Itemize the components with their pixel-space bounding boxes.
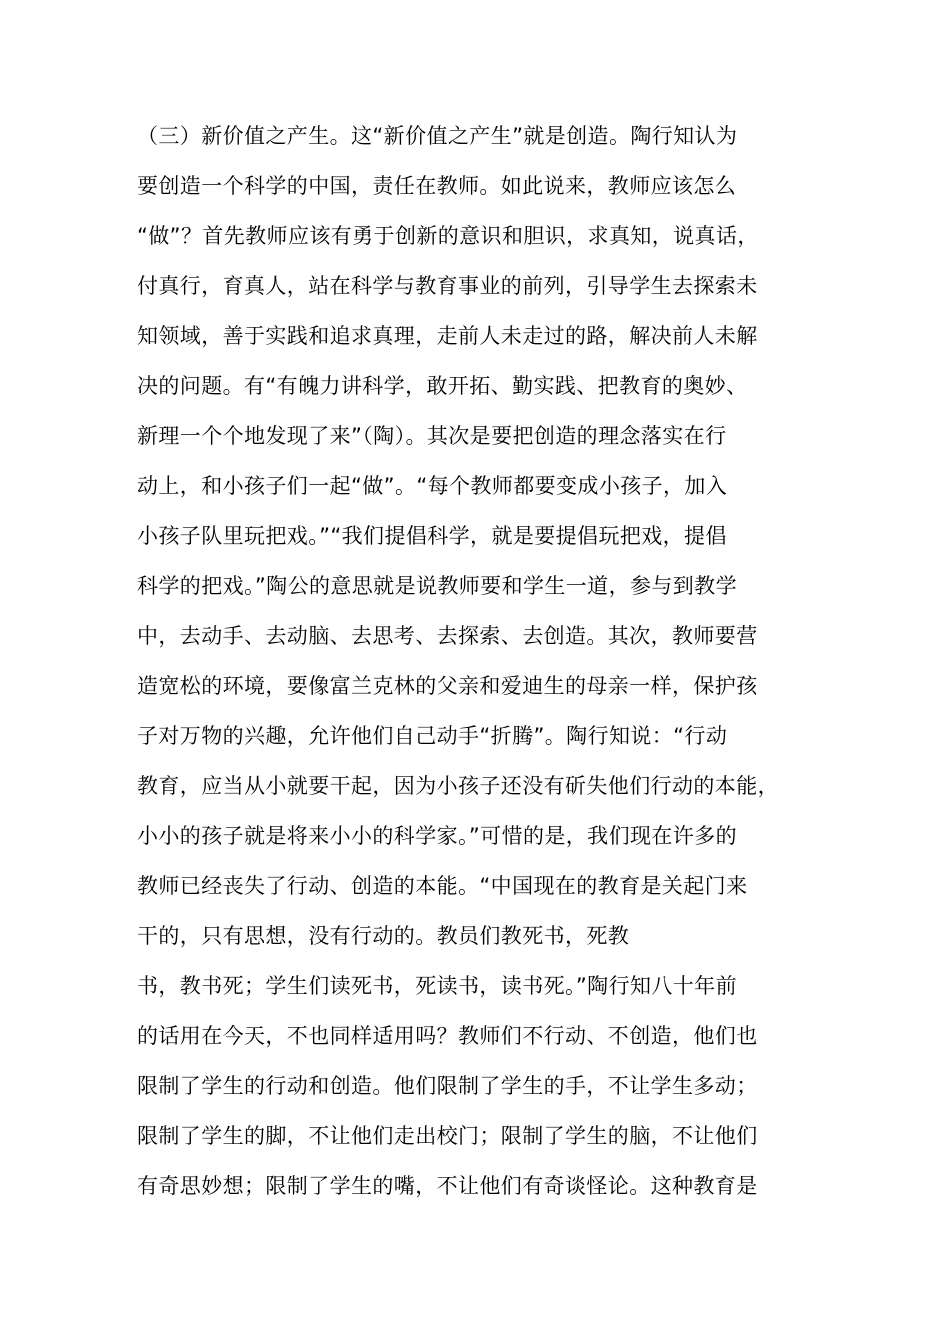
text-line: 教师已经丧失了行动、创造的本能。“中国现在的教育是关起门来	[137, 874, 748, 898]
text-line: 子对万物的兴趣，允许他们自己动手“折腾”。陶行知说：“行动	[137, 724, 728, 748]
text-line: “做”？首先教师应该有勇于创新的意识和胆识，求真知，说真话，	[137, 224, 759, 248]
body-paragraph	[137, 118, 837, 1218]
text-line: 限制了学生的行动和创造。他们限制了学生的手，不让学生多动；	[137, 1074, 758, 1098]
text-line: 干的，只有思想，没有行动的。教员们教死书，死教	[137, 924, 630, 948]
text-line: 的话用在今天，不也同样适用吗？教师们不行动、不创造，他们也	[137, 1024, 758, 1048]
text-line: 中，去动手、去动脑、去思考、去探索、去创造。其次，教师要营	[137, 624, 758, 648]
text-line: 动上，和小孩子们一起“做”。“每个教师都要变成小孩子，加入	[137, 474, 728, 498]
text-line: 书，教书死；学生们读死书，死读书，读书死。”陶行知八十年前	[137, 974, 737, 998]
text-line: 科学的把戏。”陶公的意思就是说教师要和学生一道，参与到教学	[137, 574, 737, 598]
text-line: 新理一个个地发现了来”（陶）。其次是要把创造的理念落实在行	[137, 424, 727, 448]
text-line: 造宽松的环境，要像富兰克林的父亲和爱迪生的母亲一样，保护孩	[137, 674, 758, 698]
text-line: 决的问题。有“有魄力讲科学，敢开拓、勤实践、把教育的奥妙、	[137, 374, 748, 398]
text-line: （三）新价值之产生。这“新价值之产生”就是创造。陶行知认为	[137, 124, 738, 148]
text-line: 有奇思妙想；限制了学生的嘴，不让他们有奇谈怪论。这种教育是	[137, 1174, 758, 1198]
text-line: 教育，应当从小就要干起，因为小孩子还没有斫失他们行动的本能，	[137, 774, 779, 798]
text-line: 付真行，育真人，站在科学与教育事业的前列，引导学生去探索未	[137, 274, 758, 298]
text-line: 要创造一个科学的中国，责任在教师。如此说来，教师应该怎么	[137, 174, 737, 198]
text-line: 小小的孩子就是将来小小的科学家。”可惜的是，我们现在许多的	[137, 824, 737, 848]
text-line: 知领域，善于实践和追求真理，走前人未走过的路，解决前人未解	[137, 324, 758, 348]
text-line: 限制了学生的脚，不让他们走出校门；限制了学生的脑，不让他们	[137, 1124, 758, 1148]
text-line: 小孩子队里玩把戏。”“我们提倡科学，就是要提倡玩把戏，提倡	[137, 524, 727, 548]
